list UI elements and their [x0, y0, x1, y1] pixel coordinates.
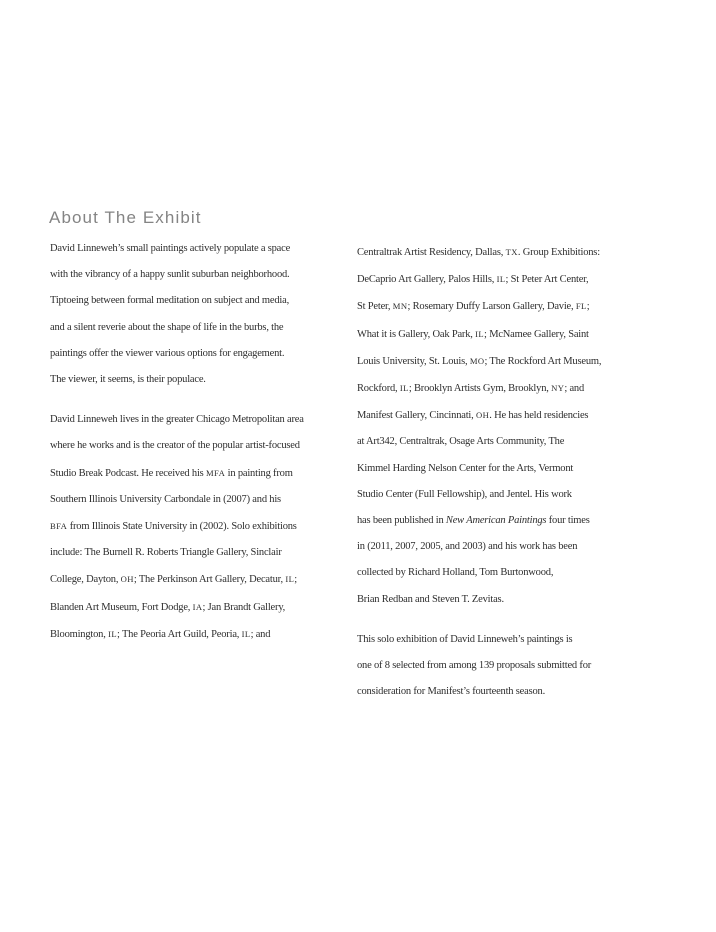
small-caps-text: NY: [551, 383, 565, 394]
text-line: DeCaprio Art Gallery, Palos Hills, IL; St Peter Art Center,: [357, 274, 589, 286]
small-caps-text: MN: [392, 301, 408, 312]
small-caps-text: OH: [120, 574, 134, 585]
text-line: David Linneweh’s small paintings actively populate a space: [50, 243, 291, 254]
small-caps-text: IL: [285, 574, 295, 585]
text-line: include: The Burnell R. Roberts Triangle Gallery, Sinclair: [50, 547, 282, 559]
text-line: Kimmel Harding Nelson Center for the Arts, Vermont: [357, 462, 574, 474]
paragraph: [50, 236, 350, 393]
paragraph: [50, 407, 350, 648]
paragraph: [357, 239, 657, 613]
text-line: Studio Center (Full Fellowship), and Jentel. His work: [357, 488, 572, 500]
text-line: with the vibrancy of a happy sunlit suburban neighborhood.: [50, 269, 290, 281]
text-line: Louis University, St. Louis, MO; The Rockford Art Museum,: [357, 355, 602, 367]
small-caps-text: MO: [469, 355, 485, 366]
text-column-right: [357, 239, 657, 705]
small-caps-text: MFA: [206, 467, 226, 478]
text-line: Brian Redban and Steven T. Zevitas.: [357, 593, 504, 605]
text-line: Rockford, IL; Brooklyn Artists Gym, Brooklyn, NY; and: [357, 383, 585, 395]
small-caps-text: TX: [505, 247, 518, 257]
text-line: David Linneweh lives in the greater Chicago Metropolitan area: [50, 414, 304, 426]
text-line: BFA from Illinois State University in (2002). Solo exhibitions: [50, 521, 297, 533]
text-line: has been published in New American Paintings four times: [357, 515, 590, 527]
text-line: and a silent reverie about the shape of life in the burbs, the: [50, 321, 284, 333]
text-line: Tiptoeing between formal meditation on subject and media,: [50, 295, 289, 307]
page-title: About The Exhibit: [49, 208, 202, 227]
small-caps-text: IL: [496, 274, 506, 285]
text-line: consideration for Manifest’s fourteenth season.: [357, 686, 546, 698]
text-line: collected by Richard Holland, Tom Burtonwood,: [357, 567, 554, 579]
small-caps-text: IL: [241, 628, 251, 639]
text-line: Bloomington, IL; The Peoria Art Guild, Peoria, IL; and: [50, 628, 271, 640]
text-line: St Peter, MN; Rosemary Duffy Larson Gallery, Davie, FL;: [357, 301, 590, 313]
small-caps-text: IL: [475, 328, 485, 339]
text-line: in (2011, 2007, 2005, and 2003) and his work has been: [357, 541, 578, 553]
text-line: at Art342, Centraltrak, Osage Arts Community, The: [357, 436, 565, 448]
small-caps-text: IL: [399, 383, 409, 394]
text-line: Studio Break Podcast. He received his MFA in painting from: [50, 467, 293, 479]
text-line: Southern Illinois University Carbondale in (2007) and his: [50, 493, 281, 505]
paragraph: [357, 627, 657, 706]
small-caps-text: BFA: [50, 521, 68, 532]
text-column-left: [50, 236, 350, 648]
text-line: paintings offer the viewer various options for engagement.: [50, 347, 285, 359]
text-line: where he works and is the creator of the popular artist-focused: [50, 440, 300, 452]
small-caps-text: IL: [108, 628, 117, 639]
text-line: one of 8 selected from among 139 proposals submitted for: [357, 660, 592, 672]
text-line: Manifest Gallery, Cincinnati, OH. He has held residencies: [357, 410, 589, 422]
text-line: What it is Gallery, Oak Park, IL; McNamee Gallery, Saint: [357, 328, 589, 340]
text-line: The viewer, it seems, is their populace.: [50, 374, 206, 386]
small-caps-text: IA: [192, 601, 203, 612]
text-line: Blanden Art Museum, Fort Dodge, IA; Jan Brandt Gallery,: [50, 601, 286, 613]
text-line: This solo exhibition of David Linneweh’s paintings is: [357, 633, 573, 645]
small-caps-text: FL: [575, 301, 587, 312]
text-line: Centraltrak Artist Residency, Dallas, TX. Group Exhibitions:: [357, 247, 600, 258]
small-caps-text: OH: [476, 410, 490, 421]
text-line: College, Dayton, OH; The Perkinson Art Gallery, Decatur, IL;: [50, 574, 298, 586]
